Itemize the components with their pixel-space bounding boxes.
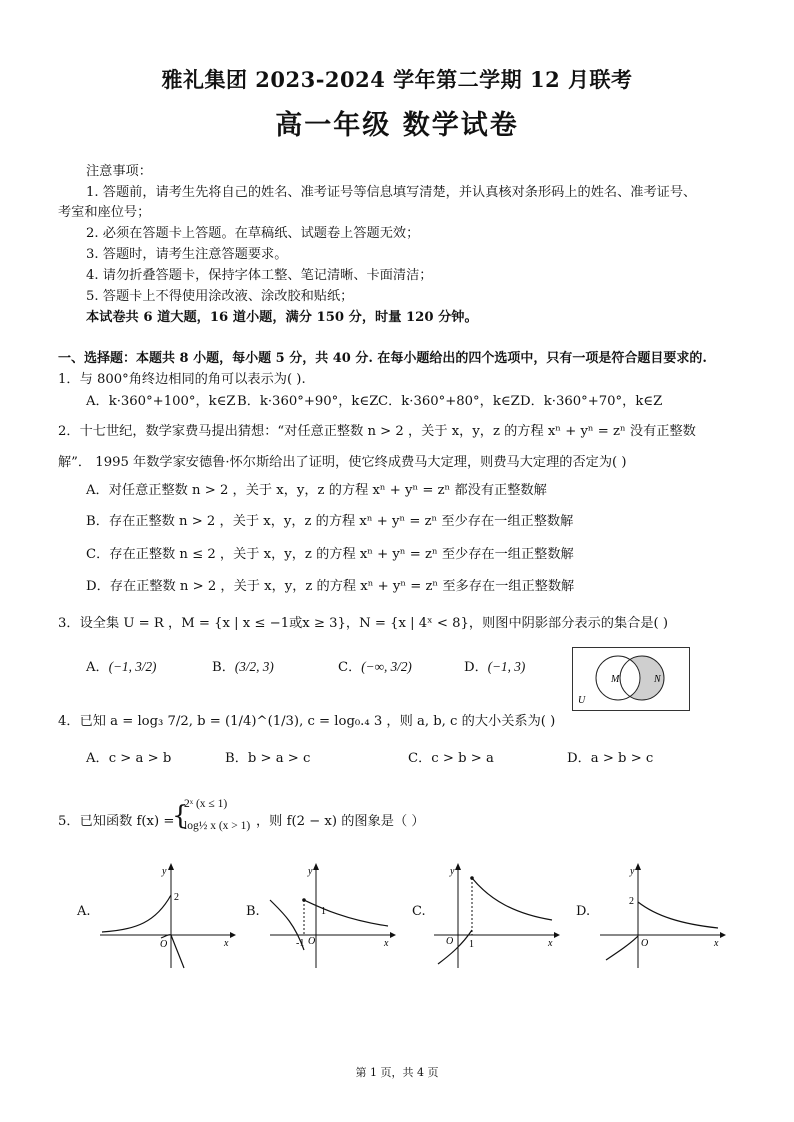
venn-label-u: U xyxy=(578,695,586,706)
page-footer: 第 1 页，共 4 页 xyxy=(355,1066,439,1079)
q5-stem-suffix: ，则 f(2 − x) 的图象是（ ） xyxy=(256,814,425,829)
notice-item-1-cont: 考室和座位号； xyxy=(58,205,151,220)
notice-item-1: 1. 答题前，请考生先将自己的姓名、准考证号等信息填写清楚，并认真核对条形码上的姓名、准考证号、 xyxy=(86,185,697,200)
graph-d-y-label: y xyxy=(630,866,635,877)
q5-case-2: log½ x (x > 1) xyxy=(184,820,251,832)
q3-option-b-label: B． xyxy=(212,660,235,675)
q5-graph-b xyxy=(266,860,396,970)
q5-graph-c xyxy=(430,860,560,970)
q5-graph-b-label: B. xyxy=(246,904,260,919)
q5-brace: { xyxy=(172,801,189,831)
graph-c-x-label: x xyxy=(548,938,553,949)
q5-graph-d-label: D. xyxy=(576,904,591,919)
graph-d-x-label: x xyxy=(714,938,719,949)
notice-item-4: 4. 请勿折叠答题卡，保持字体工整、笔记清晰、卡面清洁； xyxy=(86,268,433,283)
graph-a-y-label: y xyxy=(162,866,167,877)
q1-option-b: B．k·360°+90°，k∈Z xyxy=(237,394,379,409)
q5-stem-prefix: 5．已知函数 f(x) = xyxy=(58,814,175,829)
q2-stem-line2: 解”． 1995 年数学家安德鲁·怀尔斯给出了证明，使它终成费马大定理，则费马大定理的否定为( ) xyxy=(58,455,627,470)
q1-option-c: C．k·360°+80°，k∈Z xyxy=(378,394,520,409)
exam-subtitle: 高一年级 数学试卷 xyxy=(275,110,519,141)
q2-option-a: A．对任意正整数 n > 2 ，关于 x，y，z 的方程 xⁿ + yⁿ = zⁿ 都没有正整数解 xyxy=(86,483,547,498)
notice-item-5: 5. 答题卡上不得使用涂改液、涂改胶和贴纸； xyxy=(86,289,354,304)
graph-a-mark: 2 xyxy=(174,892,179,903)
q3-option-c xyxy=(338,658,412,677)
q3-option-b xyxy=(212,658,274,677)
q2-option-b: B．存在正整数 n > 2 ，关于 x，y，z 的方程 xⁿ + yⁿ = zⁿ 至少存在一组正整数解 xyxy=(86,514,574,529)
q4-option-b: B．b > a > c xyxy=(225,751,311,766)
graph-c-origin: O xyxy=(446,936,454,947)
q4-option-c: C．c > b > a xyxy=(408,751,494,766)
q3-option-d xyxy=(464,658,525,677)
q2-option-d: D．存在正整数 n > 2 ，关于 x，y，z 的方程 xⁿ + yⁿ = zⁿ 至多存在一组正整数解 xyxy=(86,579,575,594)
q3-option-c-label: C． xyxy=(338,660,362,675)
q3-stem: 3．设全集 U = R ，M = {x | x ≤ −1或x ≥ 3}，N = {x | 4ˣ < 8}，则图中阴影部分表示的集合是( ) xyxy=(58,616,669,631)
q1-stem: 1．与 800°角终边相同的角可以表示为( ). xyxy=(58,372,306,387)
section-heading: 一、选择题：本题共 8 小题，每小题 5 分，共 40 分. 在每小题给出的四个选项中，只有一项是符合题目要求的. xyxy=(58,351,707,366)
venn-label-n: N xyxy=(654,674,661,685)
notice-item-2: 2. 必须在答题卡上答题。在草稿纸、试题卷上答题无效； xyxy=(86,226,420,241)
q1-option-d: D．k·360°+70°，k∈Z xyxy=(520,394,663,409)
graph-d-origin: O xyxy=(641,938,649,949)
q3-option-c-value: (−∞, 3/2) xyxy=(361,659,412,674)
graph-c-y-label: y xyxy=(450,866,455,877)
venn-svg xyxy=(573,648,689,710)
q5-graph-a-label: A. xyxy=(77,904,91,919)
graph-a-origin: O xyxy=(160,939,168,950)
venn-diagram xyxy=(572,647,690,711)
q3-option-a-value: (−1, 3/2) xyxy=(108,659,157,674)
notice-item-3: 3. 答题时，请考生注意答题要求。 xyxy=(86,247,288,262)
graph-a-x-label: x xyxy=(224,938,229,949)
q1-option-a: A．k·360°+100°，k∈Z xyxy=(86,394,236,409)
notice-heading: 注意事项： xyxy=(86,164,152,179)
exam-title: 雅礼集团 2023-2024 学年第二学期 12 月联考 xyxy=(161,67,633,92)
q2-stem-line1: 2．十七世纪，数学家费马提出猜想：“对任意正整数 n > 2 ，关于 x，y，z 的方程 xⁿ + yⁿ = zⁿ 没有正整数 xyxy=(58,424,696,439)
q5-graph-a xyxy=(96,860,236,970)
venn-label-m: M xyxy=(611,674,620,685)
q3-option-a-label: A． xyxy=(86,660,109,675)
graph-b-origin: O xyxy=(308,936,316,947)
q4-option-a: A．c > a > b xyxy=(86,751,172,766)
graph-d-mark: 2 xyxy=(629,896,634,907)
q2-option-c: C．存在正整数 n ≤ 2 ，关于 x，y，z 的方程 xⁿ + yⁿ = zⁿ 至少存在一组正整数解 xyxy=(86,547,574,562)
q5-graph-c-label: C. xyxy=(412,904,426,919)
q5-case-1: 2ˣ (x ≤ 1) xyxy=(184,798,228,810)
q4-option-d: D．a > b > c xyxy=(567,751,654,766)
q3-option-d-value: (−1, 3) xyxy=(487,659,526,674)
q4-stem: 4．已知 a = log₃ 7/2, b = (1/4)^(1/3), c = log₀.₄ 3 ，则 a, b, c 的大小关系为( ) xyxy=(58,714,556,729)
graph-b-mark-2: -1 xyxy=(296,938,305,949)
graph-b-mark: 1 xyxy=(321,906,326,917)
notice-summary: 本试卷共 6 道大题，16 道小题，满分 150 分，时量 120 分钟。 xyxy=(86,310,478,325)
q5-graph-d xyxy=(596,860,726,970)
q3-option-b-value: (3/2, 3) xyxy=(234,659,274,674)
q3-option-d-label: D． xyxy=(464,660,488,675)
graph-b-y-label: y xyxy=(308,866,313,877)
graph-c-mark: 1 xyxy=(469,939,474,950)
q3-option-a xyxy=(86,658,156,677)
graph-b-x-label: x xyxy=(384,938,389,949)
